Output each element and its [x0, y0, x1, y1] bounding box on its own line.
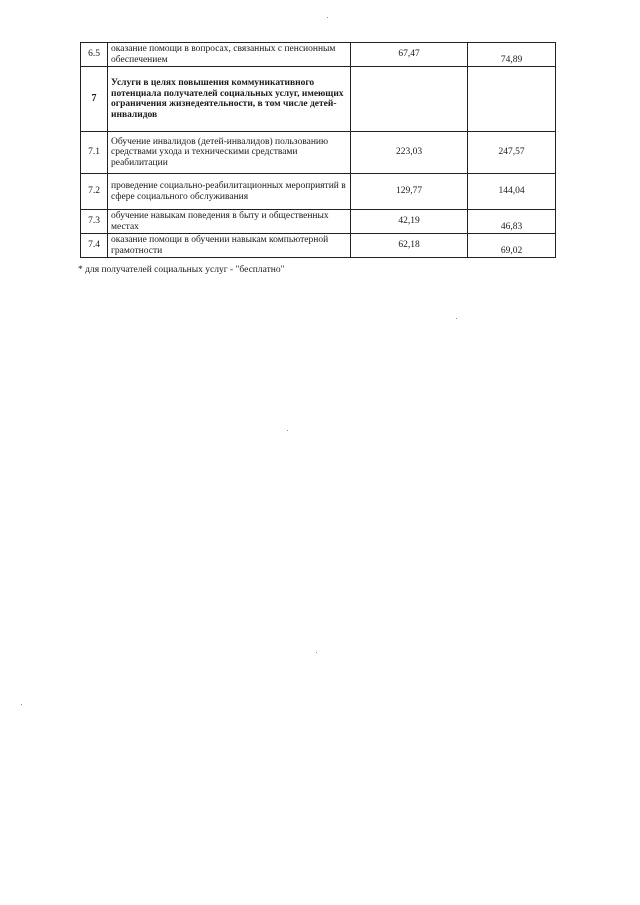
price-cell — [351, 67, 468, 132]
service-name: Обучение инвалидов (детей-инвалидов) пользованию средствами ухода и техническими средствами реабилитации — [108, 132, 351, 174]
service-name: оказание помощи в обучении навыкам компьютерной грамотности — [108, 234, 351, 258]
price-cell — [468, 67, 556, 132]
price-cell: 144,04 — [468, 174, 556, 210]
footnote: * для получателей социальных услуг - "бесплатно" — [78, 265, 285, 275]
row-number: 7.4 — [81, 234, 108, 258]
price-cell: 223,03 — [351, 132, 468, 174]
table-row — [81, 174, 556, 210]
service-name: проведение социально-реабилитационных мероприятий в сфере социального обслуживания — [108, 174, 351, 210]
row-number: 7.1 — [81, 132, 108, 174]
scan-speck — [456, 318, 457, 319]
table-row — [81, 132, 556, 174]
table-row-section — [81, 67, 556, 132]
price-cell: 67,47 — [351, 43, 468, 67]
price-cell: 247,57 — [468, 132, 556, 174]
table-row — [81, 234, 556, 258]
price-cell: 42,19 — [351, 210, 468, 234]
row-number: 7.3 — [81, 210, 108, 234]
price-cell: 62,18 — [351, 234, 468, 258]
price-cell: 46,83 — [468, 210, 556, 234]
tariff-table — [80, 42, 556, 258]
table-row — [81, 210, 556, 234]
price-cell: 74,89 — [468, 43, 556, 67]
price-cell: 129,77 — [351, 174, 468, 210]
service-name: обучение навыкам поведения в быту и общественных местах — [108, 210, 351, 234]
service-name: оказание помощи в вопросах, связанных с пенсионным обеспечением — [108, 43, 351, 67]
row-number: 7.2 — [81, 174, 108, 210]
price-cell: 69,02 — [468, 234, 556, 258]
scan-speck — [287, 430, 288, 431]
table-row — [81, 43, 556, 67]
scan-speck — [21, 704, 22, 705]
scan-speck — [327, 17, 328, 18]
row-number: 6.5 — [81, 43, 108, 67]
section-title: Услуги в целях повышения коммуникативного потенциала получателей социальных услуг, имеющих ограничения жизнедеятельности, в том числе детей-инвалидов — [108, 67, 351, 132]
row-number: 7 — [81, 67, 108, 132]
scan-speck — [316, 652, 317, 653]
